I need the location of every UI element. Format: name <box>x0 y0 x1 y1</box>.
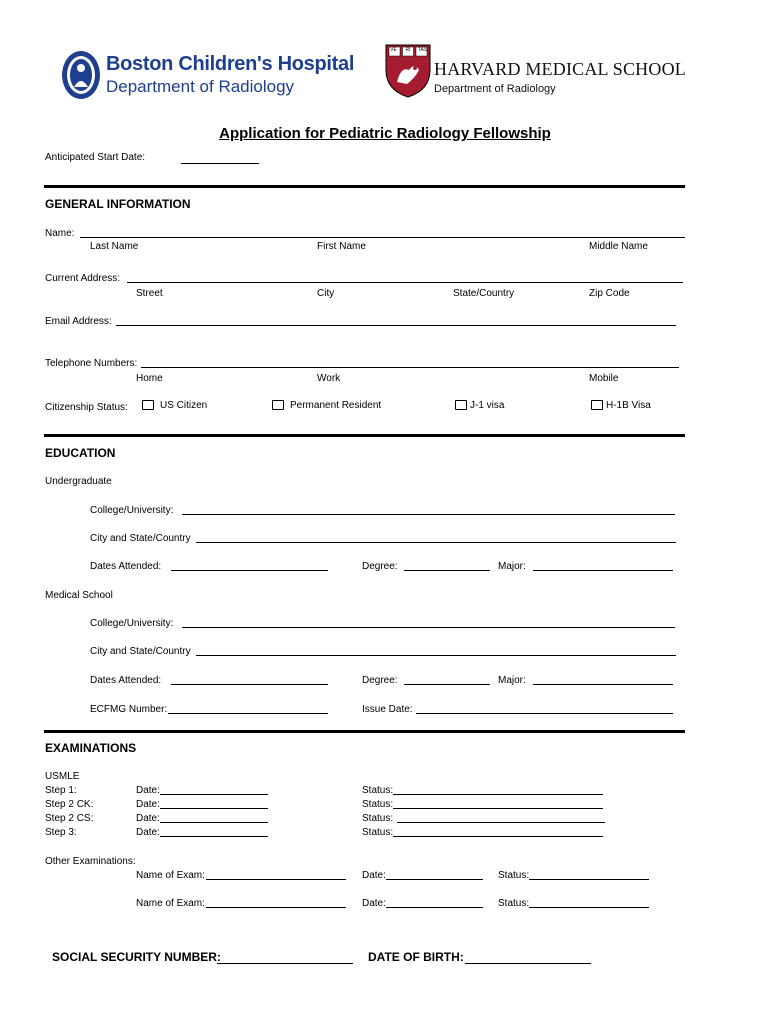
step2cs-date-field[interactable] <box>160 812 268 823</box>
ug-degree-label: Degree: <box>362 561 398 572</box>
phone-field[interactable] <box>141 357 679 368</box>
bch-hospital-name: Boston Children's Hospital <box>106 53 355 75</box>
address-field[interactable] <box>127 272 683 283</box>
checkbox-icon[interactable] <box>142 400 154 410</box>
mobile-caption: Mobile <box>589 373 619 384</box>
step1-status-label: Status: <box>362 785 394 796</box>
city-caption: City <box>317 288 335 299</box>
step1-date-label: Date: <box>136 785 160 796</box>
general-heading: GENERAL INFORMATION <box>45 197 191 211</box>
state-country-caption: State/Country <box>453 288 515 299</box>
ug-dates-label: Dates Attended: <box>90 561 162 572</box>
first-name-caption: First Name <box>317 241 366 252</box>
permanent-resident-option[interactable] <box>272 400 381 411</box>
name-label: Name: <box>45 228 75 239</box>
h1b-visa-option[interactable] <box>591 400 651 411</box>
citizenship-label: Citizenship Status: <box>45 402 128 413</box>
start-date-label: Anticipated Start Date: <box>45 152 146 163</box>
us-citizen-label: US Citizen <box>160 400 208 411</box>
ssn-field[interactable] <box>217 951 353 964</box>
step1-date-field[interactable] <box>160 784 268 795</box>
ssn-label: SOCIAL SECURITY NUMBER: <box>52 950 221 964</box>
exam2-date-label: Date: <box>362 898 386 909</box>
ms-city-field[interactable] <box>196 645 676 656</box>
dob-field[interactable] <box>465 951 591 964</box>
ms-major-field[interactable] <box>533 674 673 685</box>
dob-label: DATE OF BIRTH: <box>368 950 464 964</box>
ug-college-field[interactable] <box>182 504 675 515</box>
step2cs-status-label: Status: <box>362 813 394 824</box>
shield-motto-1: VE <box>390 47 397 53</box>
step2ck-status-field[interactable] <box>393 798 603 809</box>
exam2-name-field[interactable] <box>206 897 346 908</box>
ms-city-label: City and State/Country <box>90 646 191 657</box>
address-label: Current Address: <box>45 273 121 284</box>
shield-motto-3: TAS <box>417 47 428 53</box>
street-caption: Street <box>136 288 163 299</box>
checkbox-icon[interactable] <box>591 400 603 410</box>
issue-date-label: Issue Date: <box>362 704 413 715</box>
checkbox-icon[interactable] <box>272 400 284 410</box>
h1b-visa-label: H-1B Visa <box>606 400 651 411</box>
us-citizen-option[interactable] <box>142 400 207 411</box>
hms-name: HARVARD MEDICAL SCHOOL <box>434 59 686 79</box>
name-field[interactable] <box>80 227 685 238</box>
middle-name-caption: Middle Name <box>589 241 648 252</box>
step2cs-date-label: Date: <box>136 813 160 824</box>
ms-dates-field[interactable] <box>171 674 328 685</box>
exam1-status-label: Status: <box>498 870 530 881</box>
ms-dates-label: Dates Attended: <box>90 675 162 686</box>
ecfmg-label: ECFMG Number: <box>90 704 168 715</box>
bch-department: Department of Radiology <box>106 77 295 96</box>
education-heading: EDUCATION <box>45 446 116 460</box>
ms-degree-field[interactable] <box>404 674 490 685</box>
step3-label: Step 3: <box>45 827 77 838</box>
ug-city-field[interactable] <box>196 532 676 543</box>
step2cs-label: Step 2 CS: <box>45 813 94 824</box>
j1-visa-option[interactable] <box>455 400 504 411</box>
step3-date-label: Date: <box>136 827 160 838</box>
j1-visa-label: J-1 visa <box>470 400 505 411</box>
step2cs-status-field[interactable] <box>397 812 605 823</box>
step2ck-date-label: Date: <box>136 799 160 810</box>
step3-status-label: Status: <box>362 827 394 838</box>
issue-date-field[interactable] <box>416 703 673 714</box>
ug-college-label: College/University: <box>90 505 174 516</box>
start-date-field[interactable] <box>181 153 259 164</box>
exam1-status-field[interactable] <box>529 869 649 880</box>
ms-major-label: Major: <box>498 675 526 686</box>
home-caption: Home <box>136 373 163 384</box>
examinations-heading: EXAMINATIONS <box>45 741 137 755</box>
other-exams-label: Other Examinations: <box>45 856 136 867</box>
exam1-date-label: Date: <box>362 870 386 881</box>
step3-status-field[interactable] <box>393 826 603 837</box>
ms-college-field[interactable] <box>182 617 675 628</box>
divider <box>44 730 685 733</box>
exam2-status-label: Status: <box>498 898 530 909</box>
step2ck-date-field[interactable] <box>160 798 268 809</box>
shield-motto <box>388 47 428 53</box>
zip-code-caption: Zip Code <box>589 288 630 299</box>
ug-degree-field[interactable] <box>404 560 490 571</box>
ms-degree-label: Degree: <box>362 675 398 686</box>
medical-school-label: Medical School <box>45 590 113 601</box>
step2ck-label: Step 2 CK: <box>45 799 94 810</box>
step1-label: Step 1: <box>45 785 77 796</box>
step2ck-status-label: Status: <box>362 799 394 810</box>
checkbox-icon[interactable] <box>455 400 467 410</box>
ug-city-label: City and State/Country <box>90 533 191 544</box>
ecfmg-field[interactable] <box>168 703 328 714</box>
exam2-status-field[interactable] <box>529 897 649 908</box>
bch-logo-mark-icon <box>60 49 102 101</box>
ug-major-label: Major: <box>498 561 526 572</box>
email-label: Email Address: <box>45 316 112 327</box>
exam2-date-field[interactable] <box>386 897 483 908</box>
shield-motto-2: RI <box>405 47 411 53</box>
undergraduate-label: Undergraduate <box>45 476 112 487</box>
ug-major-field[interactable] <box>533 560 673 571</box>
hms-department: Department of Radiology <box>434 83 556 95</box>
divider <box>44 185 685 188</box>
exam1-name-field[interactable] <box>206 869 346 880</box>
step1-status-field[interactable] <box>393 784 603 795</box>
step3-date-field[interactable] <box>160 826 268 837</box>
email-field[interactable] <box>116 315 676 326</box>
exam2-name-label: Name of Exam: <box>136 898 205 909</box>
exam1-name-label: Name of Exam: <box>136 870 205 881</box>
exam1-date-field[interactable] <box>386 869 483 880</box>
work-caption: Work <box>317 373 341 384</box>
permanent-resident-label: Permanent Resident <box>290 400 382 411</box>
divider <box>44 434 685 437</box>
last-name-caption: Last Name <box>90 241 139 252</box>
usmle-label: USMLE <box>45 771 80 782</box>
ms-college-label: College/University: <box>90 618 174 629</box>
ug-dates-field[interactable] <box>171 560 328 571</box>
phone-label: Telephone Numbers: <box>45 358 138 369</box>
form-title: Application for Pediatric Radiology Fellowship <box>219 125 551 142</box>
